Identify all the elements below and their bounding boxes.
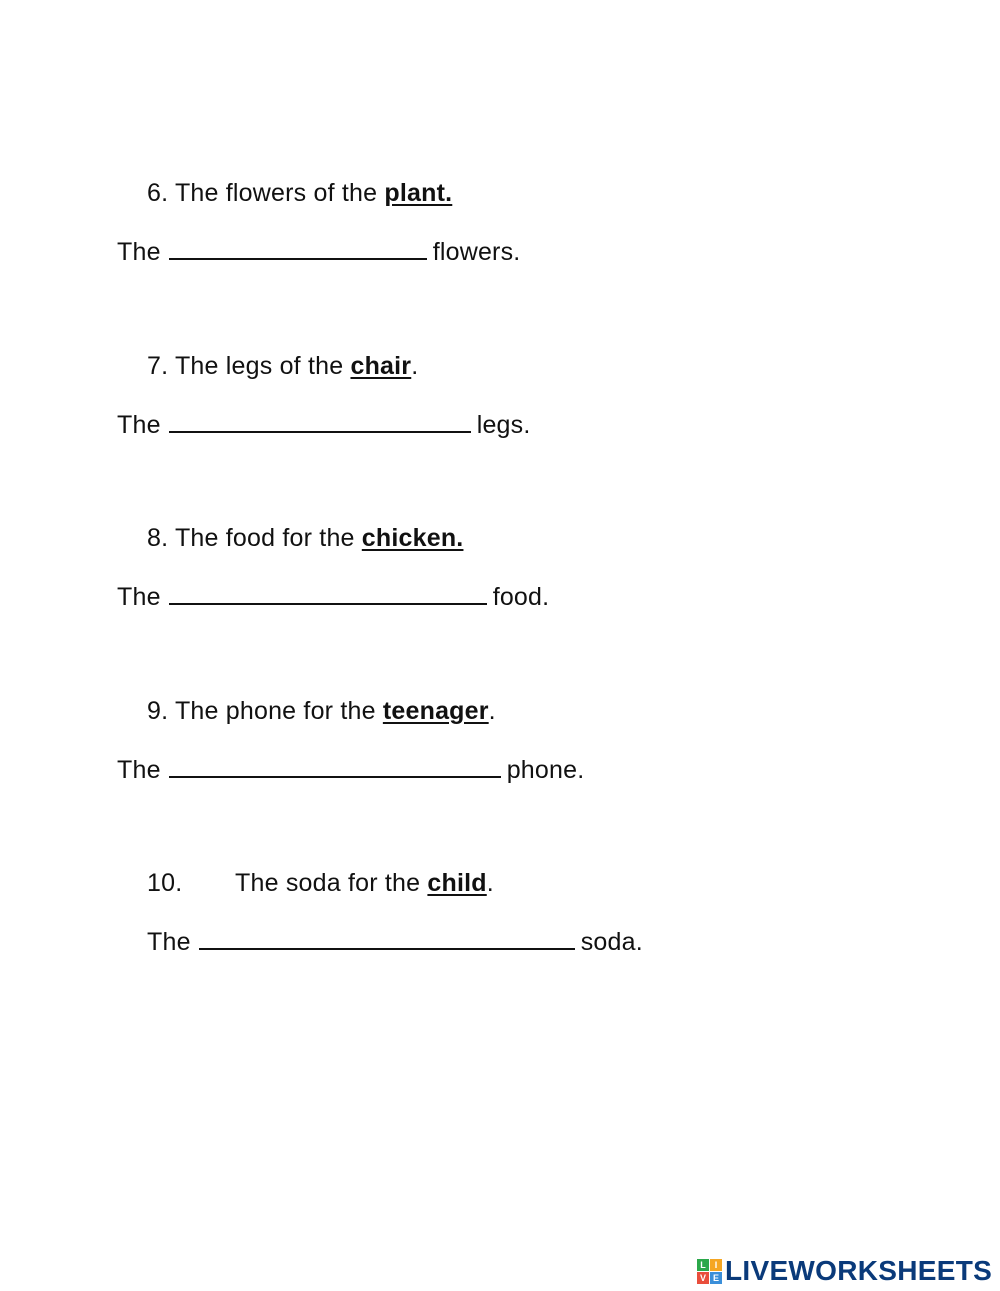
question-7-prompt-text: 7. The legs of the [147,352,351,380]
question-10-prompt-suffix: . [486,869,494,897]
question-8-answer-blank[interactable] [169,581,487,605]
question-8-keyword: chicken. [361,524,464,552]
question-9-prompt-text: 9. The phone for the [147,697,383,725]
question-10-answer [147,926,643,957]
liveworksheets-logo [697,1253,992,1289]
question-6-answer-prefix: The [117,238,161,266]
question-9-keyword: teenager [382,697,489,725]
question-10-prompt [147,868,494,898]
question-8-prompt-text: 8. The food for the [147,524,362,552]
question-6-answer-blank[interactable] [169,236,427,260]
question-7-answer-blank[interactable] [169,409,471,433]
question-9-answer-prefix: The [117,756,161,784]
logo-tiles-icon [697,1259,722,1284]
logo-tile: E [710,1272,722,1284]
question-9-answer [117,754,584,785]
question-9-prompt-suffix: . [488,697,496,725]
question-7-answer-suffix: legs. [476,411,531,439]
question-7-answer [117,409,531,440]
question-6-prompt [147,178,452,208]
logo-tile: V [697,1272,709,1284]
question-8-answer-prefix: The [117,583,161,611]
logo-tile: I [710,1259,722,1271]
question-8-answer [117,581,549,612]
question-7-answer-prefix: The [117,411,161,439]
question-7-keyword: chair [350,352,412,380]
question-9-answer-blank[interactable] [169,754,501,778]
question-10-keyword: child [427,869,487,897]
question-10-number: 10. [147,869,183,897]
question-6-answer [117,236,520,267]
question-10-answer-prefix: The [147,928,191,956]
question-8-answer-suffix: food. [492,583,550,611]
question-9-answer-suffix: phone. [506,756,585,784]
logo-text: LIVEWORKSHEETS [725,1255,993,1286]
logo-tile: L [697,1259,709,1271]
question-7-prompt [147,351,418,381]
question-6-answer-suffix: flowers. [432,238,521,266]
question-10-prompt-text: The soda for the [235,869,428,897]
question-10-answer-blank[interactable] [199,926,575,950]
question-7-prompt-suffix: . [411,352,419,380]
question-9-prompt [147,696,496,726]
question-8-prompt [147,523,463,553]
question-10-answer-suffix: soda. [580,928,643,956]
question-6-keyword: plant. [384,179,453,207]
question-6-prompt-text: 6. The flowers of the [147,179,385,207]
